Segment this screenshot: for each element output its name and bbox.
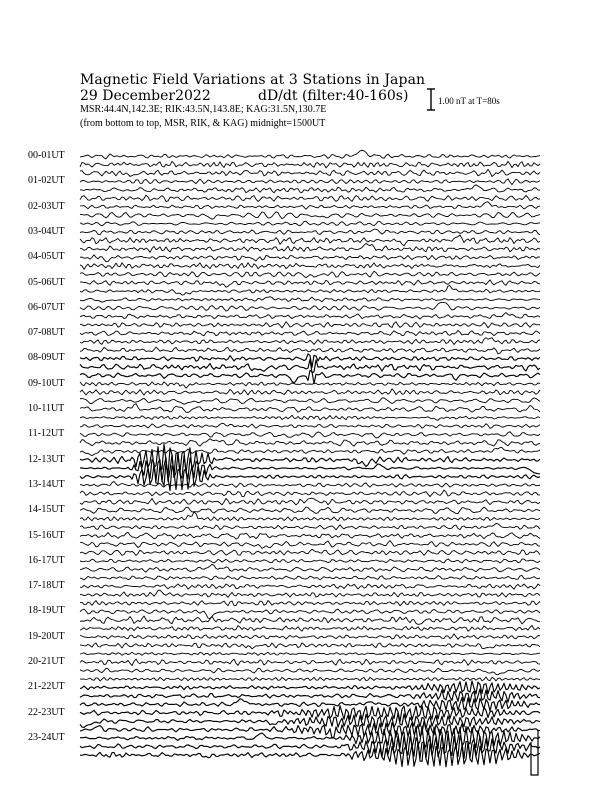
trace-msr	[80, 549, 540, 555]
trace-kag	[80, 584, 540, 589]
hour-label: 13-14UT	[28, 478, 65, 490]
hour-label: 14-15UT	[28, 504, 65, 516]
trace-rik	[80, 668, 540, 675]
trace-msr	[80, 677, 540, 681]
trace-kag	[80, 382, 540, 388]
trace-rik	[80, 185, 540, 193]
trace-rik	[80, 490, 540, 497]
trace-rik	[80, 212, 540, 220]
trace-kag	[80, 532, 540, 539]
trace-rik	[80, 512, 540, 521]
trace-msr	[80, 271, 540, 277]
trace-msr	[80, 169, 540, 176]
trace-rik	[80, 643, 540, 649]
trace-kag	[80, 202, 540, 209]
hour-label: 17-18UT	[28, 580, 65, 592]
trace-msr	[80, 195, 540, 201]
hour-label: 03-04UT	[28, 225, 65, 237]
trace-msr	[80, 652, 540, 655]
hour-label: 00-01UT	[28, 150, 65, 161]
trace-kag	[80, 609, 540, 619]
trace-kag	[80, 444, 540, 475]
trace-msr	[80, 626, 540, 632]
scale-label: 1.00 nT at T=80s	[438, 96, 500, 106]
hour-label: 18-19UT	[28, 605, 65, 617]
trace-rik	[80, 263, 540, 270]
trace-kag	[80, 150, 540, 159]
trace-kag	[80, 659, 540, 666]
trace-msr	[80, 398, 540, 404]
hour-label: 15-16UT	[28, 529, 65, 541]
trace-kag	[80, 681, 540, 694]
filter-label: dD/dt (filter:40-160s)	[258, 88, 409, 104]
scale-bar	[427, 89, 435, 110]
hour-label: 09-10UT	[28, 377, 65, 389]
trace-msr	[80, 448, 540, 456]
trace-kag	[80, 481, 540, 487]
trace-rik	[80, 564, 540, 572]
hour-label: 21-22UT	[28, 681, 65, 693]
trace-rik	[80, 415, 540, 420]
trace-rik	[80, 338, 540, 345]
hour-label: 02-03UT	[28, 200, 65, 212]
trace-kag	[80, 280, 540, 287]
hour-label: 23-24UT	[28, 731, 65, 743]
stations-label: MSR:44.4N,142.3E; RIK:43.5N,143.8E; KAG:31.5N,130.7E	[80, 104, 327, 115]
chart-title: Magnetic Field Variations at 3 Stations in Japan	[80, 72, 426, 88]
trace-msr	[80, 524, 540, 530]
order-label: (from bottom to top, MSR, RIK, & KAG) midnight=1500UT	[80, 118, 326, 129]
trace-rik	[80, 616, 540, 624]
trace-rik	[80, 389, 540, 395]
hour-label: 04-05UT	[28, 251, 65, 263]
trace-rik	[80, 235, 540, 246]
trace-kag	[80, 432, 540, 438]
trace-rik	[80, 439, 540, 446]
trace-rik	[80, 313, 540, 319]
trace-kag	[80, 634, 540, 639]
traces	[80, 150, 540, 775]
hour-label: 10-11UT	[28, 403, 65, 414]
trace-msr	[80, 347, 540, 354]
hour-label: 07-08UT	[28, 327, 65, 339]
trace-msr	[80, 463, 540, 491]
trace-rik	[80, 161, 540, 167]
trace-rik	[80, 590, 540, 597]
hour-label: 05-06UT	[28, 276, 65, 288]
trace-msr	[80, 601, 540, 606]
date-label: 29 December2022	[80, 88, 211, 104]
trace-kag	[80, 404, 540, 413]
trace-rik	[80, 689, 540, 702]
hour-label: 20-21UT	[28, 656, 65, 667]
hour-label: 01-02UT	[28, 175, 65, 187]
hour-label: 11-12UT	[28, 428, 65, 440]
trace-msr	[80, 498, 540, 505]
hour-label: 06-07UT	[28, 301, 65, 313]
trace-kag	[80, 507, 540, 514]
trace-rik	[80, 541, 540, 549]
hour-label: 08-09UT	[28, 352, 65, 364]
trace-kag	[80, 179, 540, 185]
trace-msr	[80, 423, 540, 428]
trace-msr	[80, 243, 540, 252]
trace-msr	[80, 576, 540, 580]
trace-kag	[80, 331, 540, 336]
trace-msr	[80, 297, 540, 303]
hour-label: 22-23UT	[28, 706, 65, 718]
trace-rik	[80, 286, 540, 296]
trace-kag	[80, 255, 540, 262]
trace-msr	[80, 322, 540, 328]
trace-end-spike	[531, 730, 538, 775]
hour-label: 16-17UT	[28, 554, 65, 566]
trace-msr	[80, 370, 540, 383]
trace-kag	[80, 559, 540, 563]
hour-label: 12-13UT	[28, 453, 65, 465]
trace-kag	[80, 229, 540, 235]
hour-label: 19-20UT	[28, 630, 65, 642]
trace-msr	[80, 221, 540, 226]
trace-kag	[80, 303, 540, 312]
